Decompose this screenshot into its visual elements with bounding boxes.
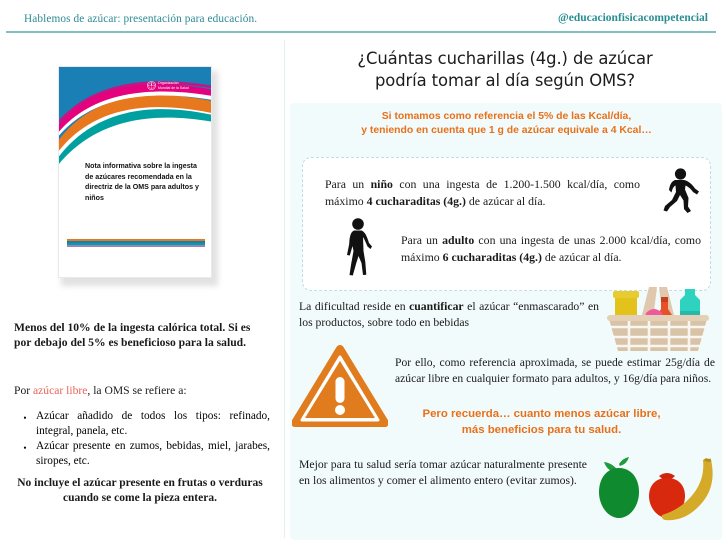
bullet-glyph: • [23,413,27,423]
remember-callout [369,406,714,438]
left-paragraph-whole-fruit-note: No incluye el azúcar presente en frutas o verduras cuando se come la pieza entera. [17,477,263,505]
left-paragraph-free-sugar-def [14,383,266,398]
adult-post: de azúcar al día. [541,249,622,264]
remember-line-2: más beneficios para tu salud. [461,424,622,436]
document-page [58,66,212,278]
shopping-basket-bottles-icon [603,279,713,356]
list-item [14,409,270,438]
who-logo-text [158,81,189,90]
adult-mid: con una ingesta de unas 2.000 kcal/día, como máximo [401,233,701,264]
child-pre: Para un [325,177,371,191]
child-recommendation-text [325,176,640,209]
free-sugar-post: , la OMS se refiere a: [87,384,187,397]
list-item-label: Azúcar presente en zumos, bebidas, miel, jarabes, siropes, etc. [36,440,270,467]
free-sugar-pre: Por [14,384,34,397]
better-choice-text: Mejor para tu salud sería tomar azúcar naturalmente presente en los alimentos y comer el alimento entero (evitar zumos). [299,458,587,487]
document-cover-title: Nota informativa sobre la ingesta de azúcares recomendada en la directriz de la OMS para adultos y niños [85,162,199,202]
header-social-handle: @educacionfisicacompetencial [558,12,708,24]
bullet-glyph: • [23,443,27,454]
main-question-title [295,48,715,92]
fruit-apple-strawberry-banana-icon [595,454,717,533]
list-item [14,439,270,468]
subtitle-line-1: Si tomamos como referencia el 5% de las Kcal/día, [381,111,632,122]
header-divider [6,31,716,33]
left-column [0,34,285,540]
adult-pre: Para un [401,233,443,247]
difficulty-bold: cuantificar [409,300,464,313]
reference-subtitle [299,110,714,138]
difficulty-post: el azúcar “enmascarado” en los productos, sobre todo en bebidas [299,300,599,329]
header-subtitle: Hablemos de azúcar: presentación para educación. [24,13,258,25]
free-sugar-bullet-list [14,409,270,469]
list-item-label: Azúcar añadido de todos los tipos: refinado, integral, panela, etc. [36,410,270,437]
adult-amount: 6 cucharaditas (4g.) [442,249,542,264]
running-person-icon [658,167,702,220]
right-column [285,34,722,540]
child-mid: con una ingesta de 1.200-1.500 kcal/día, como máximo [325,177,640,208]
free-sugar-term: azúcar libre [33,384,88,397]
doc-color-bar-4 [67,245,205,247]
subtitle-line-2: y teniendo en cuenta que 1 g de azúcar equivale a 4 Kcal… [361,125,652,136]
child-post: de azúcar al día. [465,193,546,208]
estimate-text: Por ello, como referencia aproximada, se puede estimar 25g/día de azúcar libre en cualquier formato para adultos, y 16g/día para niños. [395,356,715,385]
who-document-thumbnail [58,66,215,281]
title-line-2: podría tomar al día según OMS? [375,71,635,90]
adult-recommendation-text [401,232,701,265]
title-line-1: ¿Cuántas cucharillas (4g.) de azúcar [357,49,653,68]
recommendation-card [302,157,711,291]
who-logo-line1: Organización [158,81,179,86]
walking-person-icon [343,217,377,284]
remember-line-1: Pero recuerda… cuanto menos azúcar libre, [422,408,661,420]
who-logo [147,81,189,90]
who-emblem-icon [147,81,156,90]
page-header [0,0,722,34]
left-paragraph-intake-limit: Menos del 10% de la ingesta calórica total. Si es por debajo del 5% es beneficioso para la salud. [14,321,251,350]
difficulty-pre: La dificultad reside en [299,300,410,313]
child-subject: niño [370,177,393,191]
child-amount: 4 cucharaditas (4g.) [366,193,466,208]
who-logo-line2: Mundial de la Salud [158,85,189,90]
difficulty-text [299,299,599,331]
adult-subject: adulto [442,233,475,247]
